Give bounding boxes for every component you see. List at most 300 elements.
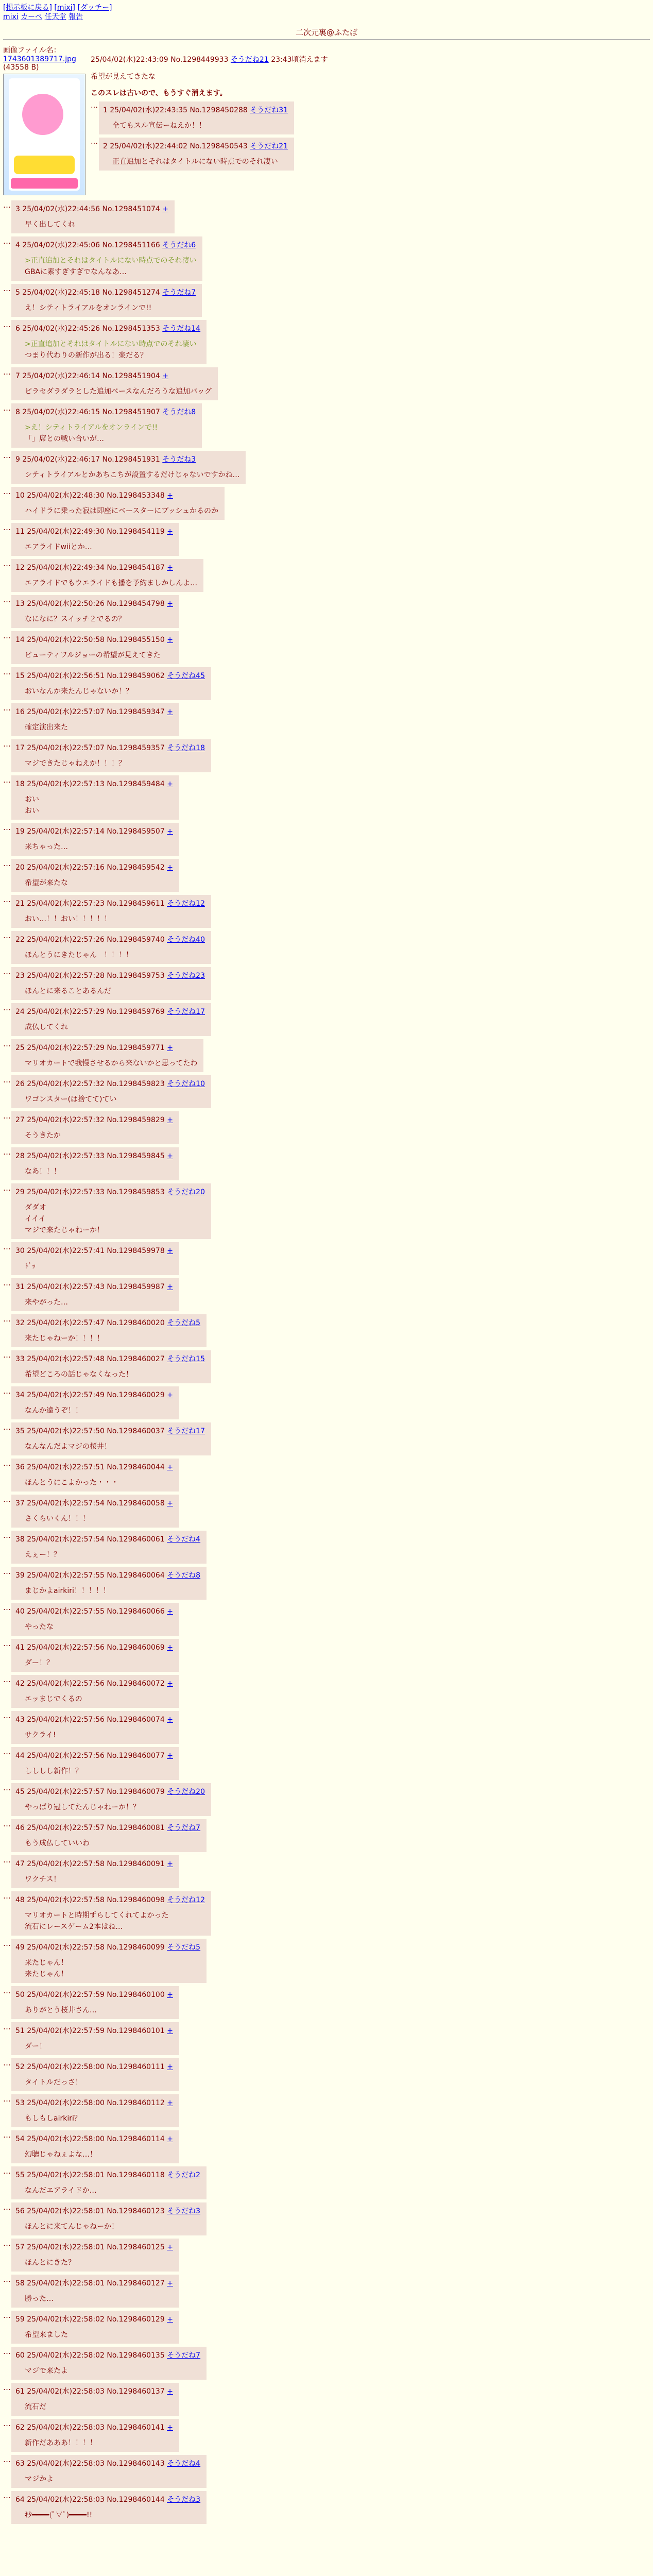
reply-text: サクライ! xyxy=(25,1731,56,1739)
reply-date: 25/04/02(水)22:49:34 xyxy=(24,564,105,572)
sodane-button[interactable]: + xyxy=(167,1499,173,1507)
reply-number: 61 xyxy=(15,2387,25,2396)
reply-text: おい…！！おい！！！！！ xyxy=(25,915,111,923)
table-row xyxy=(3,1531,650,1564)
table-row xyxy=(3,823,650,856)
sodane-button[interactable]: + xyxy=(167,708,173,716)
list-item xyxy=(11,1075,211,1108)
sodane-button[interactable]: + xyxy=(167,1680,173,1688)
sodane-button[interactable]: そうだね20 xyxy=(167,1788,205,1796)
sodane-button[interactable]: + xyxy=(167,1116,173,1124)
reply-number: 27 xyxy=(15,1116,25,1124)
reply-date: 25/04/02(水)22:58:01 xyxy=(24,2243,105,2251)
reply-date: 25/04/02(水)22:57:29 xyxy=(24,1044,105,1052)
reply-number: 34 xyxy=(15,1391,25,1399)
list-item xyxy=(11,367,218,400)
reply-date: 25/04/02(水)22:45:26 xyxy=(20,325,100,333)
thread-thumbnail[interactable] xyxy=(3,74,85,195)
reply-indent: … xyxy=(3,823,11,832)
sodane-button[interactable]: + xyxy=(167,1391,173,1399)
reply-no: No.1298459978 xyxy=(104,1247,167,1255)
link-mixi[interactable]: mixi xyxy=(3,13,19,21)
reply-no: No.1298451166 xyxy=(100,241,163,249)
file-size: (43558 B) xyxy=(3,63,39,72)
reply-date: 25/04/02(水)22:58:01 xyxy=(24,2207,105,2215)
reply-text: ほんとに来ることあるんだ xyxy=(25,987,111,995)
sodane-button[interactable]: + xyxy=(167,780,173,788)
list-item xyxy=(11,2491,207,2524)
table-row xyxy=(3,2455,650,2488)
table-row xyxy=(3,739,650,772)
reply-number: 37 xyxy=(15,1499,25,1507)
table-row xyxy=(3,487,650,520)
reply-no: No.1298454798 xyxy=(104,600,167,608)
sodane-button[interactable]: そうだね7 xyxy=(162,289,196,297)
link-report[interactable]: 報告 xyxy=(68,13,83,21)
list-item xyxy=(11,967,211,1000)
reply-text: ピラセダラダラとした追加ベースなんだろうな追加バッグ xyxy=(25,387,212,396)
reply-number: 24 xyxy=(15,1008,25,1016)
reply-indent: … xyxy=(3,1891,11,1901)
list-item xyxy=(11,2383,179,2416)
board-title: 二次元裏@ふたば xyxy=(295,28,357,37)
reply-indent: … xyxy=(3,631,11,640)
reply-number: 51 xyxy=(15,2027,25,2035)
reply-date: 25/04/02(水)22:45:06 xyxy=(20,241,100,249)
reply-indent: … xyxy=(3,2094,11,2104)
sodane-button[interactable]: そうだね10 xyxy=(167,1080,205,1088)
sodane-button[interactable]: + xyxy=(167,1607,173,1616)
thread-op xyxy=(3,45,650,195)
reply-date: 25/04/02(水)22:57:07 xyxy=(24,708,105,716)
reply-indent: … xyxy=(3,320,11,329)
list-item xyxy=(11,2022,179,2055)
link-carpe[interactable]: カーペ xyxy=(21,13,43,21)
sodane-button[interactable]: + xyxy=(162,372,169,380)
sodane-button[interactable]: + xyxy=(167,1247,173,1255)
reply-no: No.1298460135 xyxy=(104,2351,167,2360)
sodane-button[interactable]: そうだね12 xyxy=(167,900,205,908)
reply-date: 25/04/02(水)22:58:00 xyxy=(24,2135,105,2143)
top-link-back[interactable]: [掲示板に戻る] xyxy=(3,4,52,12)
list-item xyxy=(11,1386,179,1419)
reply-indent: … xyxy=(3,1986,11,1995)
sodane-button[interactable]: そうだね15 xyxy=(167,1355,205,1363)
list-item xyxy=(11,487,225,520)
reply-number: 59 xyxy=(15,2315,25,2324)
sodane-button[interactable]: そうだね14 xyxy=(162,325,201,333)
reply-text: ダー！？ xyxy=(25,1659,54,1667)
reply-indent: … xyxy=(3,2455,11,2464)
reply-text: 新作だあああ！！！！ xyxy=(25,2439,97,2447)
sodane-button[interactable]: そうだね4 xyxy=(167,1535,201,1544)
reply-number: 13 xyxy=(15,600,25,608)
reply-number: 57 xyxy=(15,2243,25,2251)
reply-number: 12 xyxy=(15,564,25,572)
reply-text: 希望が来たな xyxy=(25,879,68,887)
reply-number: 35 xyxy=(15,1427,25,1435)
table-row xyxy=(3,1386,650,1419)
reply-number: 1 xyxy=(103,106,108,114)
sodane-button[interactable]: + xyxy=(167,2135,173,2143)
table-row xyxy=(3,1039,650,1072)
sodane-button[interactable]: そうだね20 xyxy=(167,1188,205,1196)
reply-number: 40 xyxy=(15,1607,25,1616)
sodane-button[interactable]: + xyxy=(167,1283,173,1291)
reply-number: 36 xyxy=(15,1463,25,1471)
reply-indent: … xyxy=(3,775,11,785)
reply-date: 25/04/02(水)22:57:14 xyxy=(24,827,105,836)
table-row xyxy=(3,1567,650,1600)
reply-no: No.1298460027 xyxy=(104,1355,167,1363)
reply-number: 41 xyxy=(15,1643,25,1652)
sodane-button[interactable]: + xyxy=(167,492,173,500)
reply-no: No.1298451274 xyxy=(100,289,163,297)
list-item xyxy=(11,1278,179,1311)
reply-no: No.1298460141 xyxy=(104,2424,167,2432)
list-item xyxy=(11,895,211,928)
sodane-button[interactable]: そうだね17 xyxy=(167,1008,205,1016)
reply-date: 25/04/02(水)22:46:17 xyxy=(20,455,100,464)
reply-no: No.1298460064 xyxy=(104,1571,167,1580)
reply-date: 25/04/02(水)22:50:58 xyxy=(24,636,105,644)
reply-number: 15 xyxy=(15,672,25,680)
sodane-button[interactable]: そうだね3 xyxy=(167,2496,201,2504)
reply-no: No.1298455150 xyxy=(104,636,167,644)
reply-indent: … xyxy=(3,451,11,460)
reply-number: 29 xyxy=(15,1188,25,1196)
reply-no: No.1298460127 xyxy=(104,2279,167,2287)
sodane-button[interactable]: + xyxy=(167,2424,173,2432)
reply-no: No.1298460137 xyxy=(104,2387,167,2396)
reply-text: ダー！ xyxy=(25,2042,46,2050)
table-row xyxy=(3,2239,650,2272)
list-item xyxy=(11,1603,179,1636)
reply-date: 25/04/02(水)22:57:50 xyxy=(24,1427,105,1435)
table-row xyxy=(3,1183,650,1239)
sodane-button[interactable]: そうだね23 xyxy=(167,972,205,980)
table-row xyxy=(3,2094,650,2127)
reply-indent: … xyxy=(3,1531,11,1540)
sodane-button[interactable]: + xyxy=(167,2387,173,2396)
reply-text: エアライドwiiとか… xyxy=(25,543,92,551)
sodane-button[interactable]: そうだね8 xyxy=(162,408,196,416)
sodane-button[interactable]: + xyxy=(167,827,173,836)
table-row xyxy=(3,1242,650,1275)
table-row xyxy=(3,1459,650,1492)
sodane-button[interactable]: + xyxy=(167,2279,173,2287)
table-row xyxy=(3,1003,650,1036)
sodane-button[interactable]: そうだね3 xyxy=(162,455,196,464)
sodane-button[interactable]: そうだね6 xyxy=(162,241,196,249)
reply-no: No.1298459611 xyxy=(104,900,167,908)
sodane-button[interactable]: そうだね40 xyxy=(167,936,205,944)
reply-number: 18 xyxy=(15,780,25,788)
reply-no: No.1298460079 xyxy=(104,1788,167,1796)
reply-no: No.1298459753 xyxy=(104,972,167,980)
reply-text: マジで来たじゃねーか！ xyxy=(25,1226,104,1234)
reply-indent: … xyxy=(91,138,98,146)
list-item xyxy=(11,1939,207,1983)
reply-no: No.1298460129 xyxy=(104,2315,167,2324)
reply-no: No.1298460058 xyxy=(104,1499,167,1507)
reply-number: 2 xyxy=(103,142,108,150)
reply-no: No.1298453348 xyxy=(104,492,167,500)
sodane-button[interactable]: + xyxy=(167,2243,173,2251)
list-item xyxy=(11,200,175,233)
sodane-button[interactable]: + xyxy=(167,636,173,644)
reply-no: No.1298451353 xyxy=(100,325,163,333)
reply-indent: … xyxy=(3,2275,11,2284)
reply-text: >正直追加とそれはタイトルにない時点でのそれ凄い xyxy=(25,257,197,265)
op-notice: このスレは古いので、もうすぐ消えます。 xyxy=(91,89,227,97)
sodane-button[interactable]: + xyxy=(167,1463,173,1471)
reply-number: 32 xyxy=(15,1319,25,1327)
sodane-button[interactable]: そうだね5 xyxy=(167,1943,201,1952)
table-row xyxy=(3,2166,650,2199)
reply-text: え！シティトライアルをオンラインで!! xyxy=(25,304,152,312)
reply-number: 10 xyxy=(15,492,25,500)
reply-indent: … xyxy=(3,1711,11,1720)
reply-date: 25/04/02(水)22:57:57 xyxy=(24,1788,105,1796)
table-row xyxy=(3,2202,650,2235)
reply-date: 25/04/02(水)22:57:43 xyxy=(24,1283,105,1291)
reply-no: No.1298460081 xyxy=(104,1824,167,1832)
reply-number: 55 xyxy=(15,2171,25,2179)
reply-date: 25/04/02(水)22:58:03 xyxy=(24,2387,105,2396)
list-item xyxy=(11,451,246,484)
list-item xyxy=(11,2166,207,2199)
sodane-button[interactable]: + xyxy=(167,1044,173,1052)
reply-date: 25/04/02(水)22:43:35 xyxy=(107,106,188,114)
reply-date: 25/04/02(水)22:57:33 xyxy=(24,1152,105,1160)
list-item xyxy=(11,523,179,556)
sodane-button[interactable]: + xyxy=(167,528,173,536)
reply-text: ほんとうにきたじゃん ！！！！ xyxy=(25,951,133,959)
reply-date: 25/04/02(水)22:57:59 xyxy=(24,1991,105,1999)
reply-no: No.1298460101 xyxy=(104,2027,167,2035)
sodane-button[interactable]: + xyxy=(167,2315,173,2324)
reply-text: えぇー！？ xyxy=(25,1551,61,1559)
sodane-button[interactable]: + xyxy=(167,1860,173,1868)
sodane-button[interactable]: + xyxy=(167,1716,173,1724)
table-row xyxy=(3,236,650,281)
reply-number: 28 xyxy=(15,1152,25,1160)
reply-indent: … xyxy=(3,2419,11,2428)
table-row xyxy=(3,451,650,484)
reply-no: No.1298460037 xyxy=(104,1427,167,1435)
list-item xyxy=(11,1819,207,1852)
reply-number: 38 xyxy=(15,1535,25,1544)
reply-text: マリオカートと時期ずらしてくれてよかった xyxy=(25,1911,169,1920)
table-row xyxy=(3,1891,650,1936)
reply-no: No.1298459987 xyxy=(104,1283,167,1291)
reply-indent: … xyxy=(3,739,11,749)
reply-text: しししし新作！？ xyxy=(25,1767,82,1775)
reply-number: 62 xyxy=(15,2424,25,2432)
list-item xyxy=(11,595,179,628)
reply-indent: … xyxy=(3,1495,11,1504)
table-row xyxy=(3,284,650,317)
sodane-button[interactable]: そうだね31 xyxy=(250,106,288,114)
reply-no: No.1298460143 xyxy=(104,2460,167,2468)
reply-no: No.1298460123 xyxy=(104,2207,167,2215)
reply-date: 25/04/02(水)22:57:07 xyxy=(24,744,105,752)
reply-text: なんだエアライドか… xyxy=(25,2187,97,2195)
reply-indent: … xyxy=(3,1386,11,1396)
reply-date: 25/04/02(水)22:50:26 xyxy=(24,600,105,608)
reply-text: マジできたじゃねえか！！！？ xyxy=(25,759,126,768)
reply-text: 「」席との戦い合いが… xyxy=(25,435,104,443)
table-row xyxy=(3,559,650,592)
reply-date: 25/04/02(水)22:57:48 xyxy=(24,1355,105,1363)
sodane-button[interactable]: そうだね45 xyxy=(167,672,205,680)
sodane-button[interactable]: + xyxy=(167,564,173,572)
reply-text: もう成仏していいわ xyxy=(25,1839,90,1848)
reply-date: 25/04/02(水)22:58:02 xyxy=(24,2351,105,2360)
reply-indent: … xyxy=(3,967,11,976)
reply-date: 25/04/02(水)22:58:03 xyxy=(24,2496,105,2504)
reply-indent: … xyxy=(3,2058,11,2067)
table-row xyxy=(3,1350,650,1383)
sodane-button[interactable]: そうだね4 xyxy=(167,2460,201,2468)
reply-text: おい xyxy=(25,807,39,815)
reply-no: No.1298460144 xyxy=(104,2496,167,2504)
file-link[interactable]: 1743601389717.jpg xyxy=(3,55,76,63)
list-item xyxy=(11,2130,179,2163)
reply-number: 64 xyxy=(15,2496,25,2504)
list-item xyxy=(11,2202,207,2235)
reply-no: No.1298451931 xyxy=(100,455,163,464)
reply-indent: … xyxy=(3,1183,11,1193)
reply-indent: … xyxy=(3,1003,11,1012)
reply-number: 14 xyxy=(15,636,25,644)
list-item xyxy=(11,320,207,364)
reply-text: そうきたか xyxy=(25,1131,61,1140)
sodane-button[interactable]: そうだね5 xyxy=(167,1319,201,1327)
reply-indent: … xyxy=(3,2130,11,2140)
table-row xyxy=(3,2058,650,2091)
reply-date: 25/04/02(水)22:56:51 xyxy=(24,672,105,680)
reply-number: 50 xyxy=(15,1991,25,1999)
reply-indent: … xyxy=(3,1314,11,1324)
reply-no: No.1298460125 xyxy=(104,2243,167,2251)
table-row xyxy=(3,1314,650,1347)
reply-list xyxy=(3,200,650,2524)
reply-text: ワゴンスター(は捨てて)てい xyxy=(25,1095,117,1104)
sodane-button[interactable]: + xyxy=(167,1752,173,1760)
reply-text: 来ちゃった… xyxy=(25,843,68,851)
reply-no: No.1298459357 xyxy=(104,744,167,752)
reply-date: 25/04/02(水)22:57:56 xyxy=(24,1752,105,1760)
reply-indent: … xyxy=(3,2491,11,2500)
reply-number: 53 xyxy=(15,2099,25,2107)
sodane-button[interactable]: + xyxy=(167,2063,173,2071)
sodane-button[interactable]: そうだね7 xyxy=(167,2351,201,2360)
sodane-button[interactable]: そうだね17 xyxy=(167,1427,205,1435)
op-text: 希望が見えてきたな xyxy=(91,73,156,81)
table-row xyxy=(3,403,650,448)
sodane-button[interactable]: + xyxy=(167,2099,173,2107)
reply-indent: … xyxy=(3,2022,11,2031)
reply-no: No.1298459771 xyxy=(104,1044,167,1052)
sodane-button[interactable]: + xyxy=(167,600,173,608)
top-link-mixi[interactable]: [mixi] xyxy=(54,4,76,12)
top-links-2 xyxy=(3,12,650,22)
table-row xyxy=(3,2419,650,2452)
list-item xyxy=(99,101,294,134)
list-item xyxy=(11,2311,179,2344)
reply-text: なあ！！！ xyxy=(25,1167,61,1176)
reply-date: 25/04/02(水)22:58:01 xyxy=(24,2279,105,2287)
reply-number: 47 xyxy=(15,1860,25,1868)
reply-text: なんなんだよマジの桜井！ xyxy=(25,1443,111,1451)
table-row xyxy=(3,1111,650,1144)
sodane-button[interactable]: そうだね18 xyxy=(167,744,205,752)
reply-date: 25/04/02(水)22:57:32 xyxy=(24,1080,105,1088)
sodane-button[interactable]: + xyxy=(167,1152,173,1160)
reply-indent: … xyxy=(3,895,11,904)
sodane-button[interactable]: そうだね12 xyxy=(167,1896,205,1904)
sodane-button[interactable]: + xyxy=(167,863,173,872)
list-item xyxy=(11,1747,179,1780)
sodane-button[interactable]: そうだね3 xyxy=(167,2207,201,2215)
list-item xyxy=(11,2347,207,2380)
reply-indent: … xyxy=(3,1111,11,1121)
sodane-button[interactable]: + xyxy=(167,1643,173,1652)
reply-no: No.1298460029 xyxy=(104,1391,167,1399)
table-row xyxy=(3,1422,650,1455)
table-row xyxy=(3,895,650,928)
table-row xyxy=(3,1783,650,1816)
reply-no: No.1298459823 xyxy=(104,1080,167,1088)
reply-no: No.1298454119 xyxy=(104,528,167,536)
sodane-button[interactable]: そうだね21 xyxy=(250,142,288,150)
sodane-button[interactable]: そうだね8 xyxy=(167,1571,201,1580)
reply-number: 7 xyxy=(15,372,20,380)
list-item xyxy=(11,703,179,736)
sodane-button[interactable]: + xyxy=(167,1991,173,1999)
list-item xyxy=(11,739,211,772)
reply-number: 58 xyxy=(15,2279,25,2287)
table-row xyxy=(3,2022,650,2055)
reply-date: 25/04/02(水)22:57:57 xyxy=(24,1824,105,1832)
reply-number: 63 xyxy=(15,2460,25,2468)
sodane-button[interactable]: そうだね2 xyxy=(167,2171,201,2179)
reply-indent: … xyxy=(3,1819,11,1828)
table-row xyxy=(3,1986,650,2019)
reply-no: No.1298459062 xyxy=(104,672,167,680)
reply-number: 48 xyxy=(15,1896,25,1904)
reply-no: No.1298460118 xyxy=(104,2171,167,2179)
reply-indent: … xyxy=(3,2239,11,2248)
reply-text: 来やがった… xyxy=(25,1298,68,1307)
reply-no: No.1298460091 xyxy=(104,1860,167,1868)
table-row xyxy=(3,523,650,556)
reply-date: 25/04/02(水)22:57:58 xyxy=(24,1860,105,1868)
reply-date: 25/04/02(水)22:57:54 xyxy=(24,1535,105,1544)
sodane-button[interactable]: + xyxy=(162,205,169,213)
reply-date: 25/04/02(水)22:58:01 xyxy=(24,2171,105,2179)
op-sodane[interactable]: そうだね21 xyxy=(230,56,269,64)
reply-indent: … xyxy=(3,1639,11,1648)
link-nintendo[interactable]: 任天堂 xyxy=(44,13,66,21)
sodane-button[interactable]: + xyxy=(167,2027,173,2035)
sodane-button[interactable]: そうだね7 xyxy=(167,1824,201,1832)
reply-date: 25/04/02(水)22:57:49 xyxy=(24,1391,105,1399)
reply-indent: … xyxy=(3,403,11,413)
top-link-dutch[interactable]: [ダッチー] xyxy=(77,4,112,12)
